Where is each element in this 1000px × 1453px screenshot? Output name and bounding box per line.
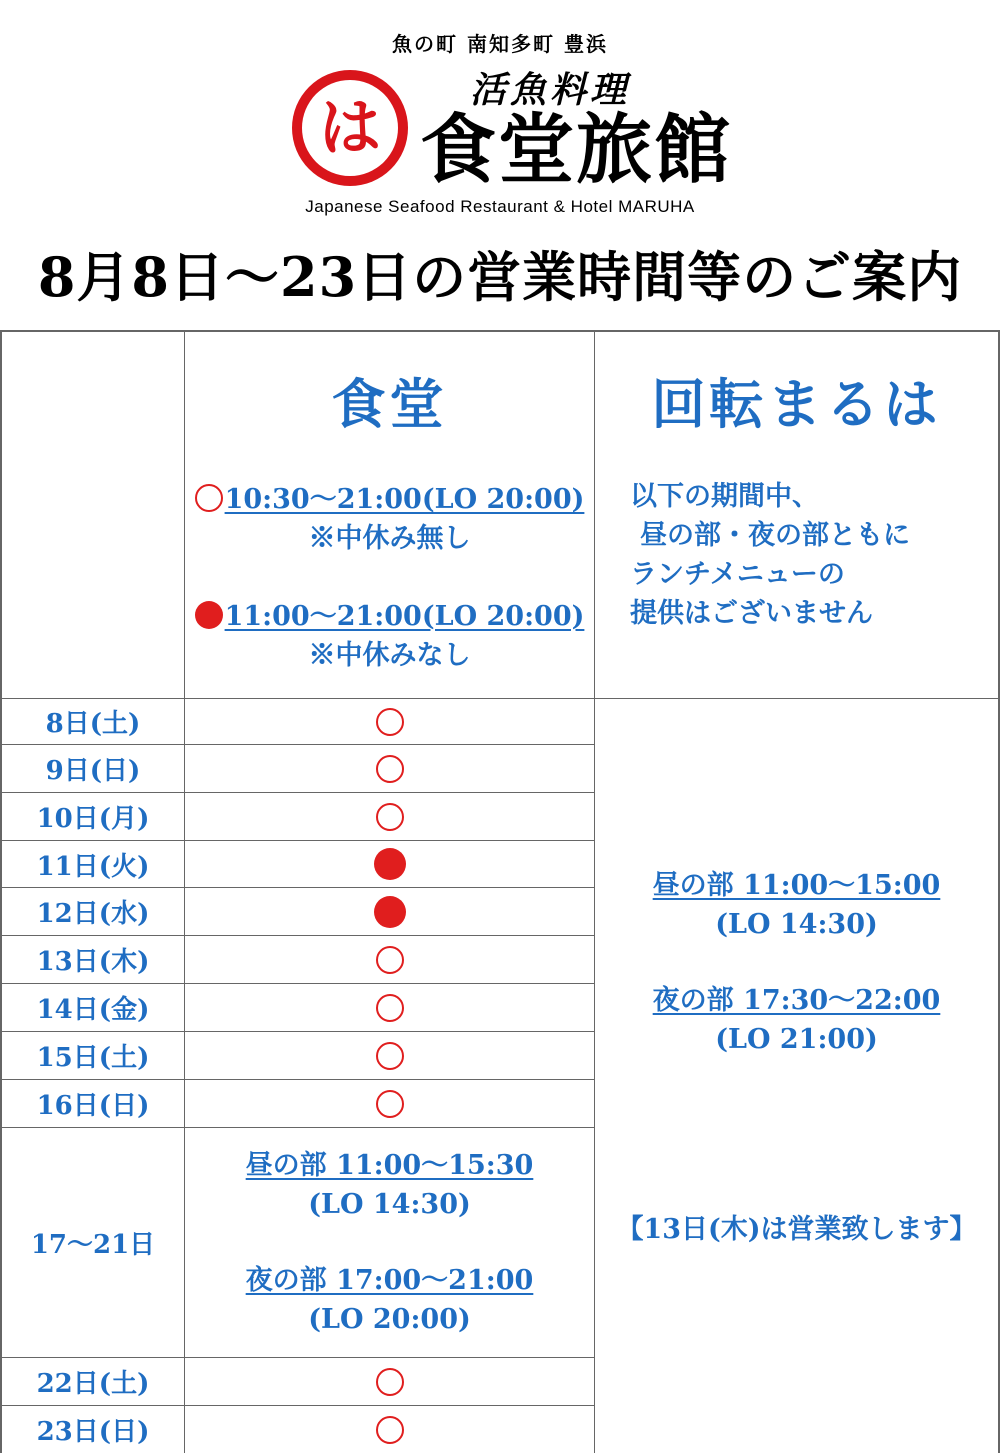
table-border-top: [0, 330, 1000, 332]
special-dinner-lo: (LO 20:00): [308, 1303, 471, 1335]
shokudo-special-hours: [185, 1145, 594, 1340]
filled-hours-text: 11:00～21:00(LO 20:00): [224, 600, 585, 632]
open-hours-line: [195, 480, 585, 519]
shokudo-mark-cell: [185, 888, 594, 935]
logo-subtitle: 活魚料理: [470, 69, 631, 111]
open-circle-icon: [376, 1416, 404, 1444]
open-circle-icon: [376, 803, 404, 831]
header: [0, 0, 1000, 330]
shokudo-mark-cell: [185, 1032, 594, 1079]
special-lunch-lo: (LO 14:30): [308, 1189, 471, 1221]
open-circle-icon: [376, 1090, 404, 1118]
open-circle-icon: [376, 755, 404, 783]
shokudo-mark-cell: [185, 1358, 594, 1405]
kaiten-dinner-lo: (LO 21:00): [715, 1023, 878, 1055]
kaiten-notice-line-2: 昼の部・夜の部ともに: [640, 519, 910, 551]
day-label: 14日(金): [36, 995, 150, 1025]
town-text: 魚の町 南知多町 豊浜: [392, 32, 608, 56]
schedule-table: [0, 330, 1000, 1453]
shokudo-mark-cell: [185, 1080, 594, 1127]
open-circle-icon: [195, 484, 223, 512]
logo-mark: [292, 70, 408, 186]
kaiten-notice-line-4: 提供はございません: [630, 598, 873, 630]
open-circle-icon: [376, 1042, 404, 1070]
day-label: 15日(土): [36, 1043, 150, 1073]
kaiten-notice-line-1: 以下の期間中、: [630, 480, 819, 512]
logo-english: Japanese Seafood Restaurant & Hotel MARUHA: [305, 197, 695, 216]
shokudo-mark-cell: [185, 841, 594, 887]
logo-title: 食堂旅館: [420, 105, 732, 194]
open-circle-icon: [376, 708, 404, 736]
special-lunch-hours: 昼の部 11:00～15:30: [245, 1150, 534, 1182]
open-circle-icon: [376, 1368, 404, 1396]
shokudo-mark-cell: [185, 1406, 594, 1453]
open-circle-icon: [376, 994, 404, 1022]
shokudo-hours-block: [185, 470, 594, 685]
shokudo-mark-cell: [185, 745, 594, 792]
kaiten-notice: [630, 475, 990, 635]
kaiten-lunch-hours: 昼の部 11:00～15:00: [652, 870, 941, 902]
kaiten-lunch-lo: (LO 14:30): [715, 909, 878, 941]
day-label: 17～21日: [30, 1230, 156, 1260]
kaiten-dinner-hours: 夜の部 17:30～22:00: [652, 984, 941, 1016]
special-dinner-hours: 夜の部 17:00～21:00: [245, 1264, 534, 1296]
filled-circle-icon: [374, 896, 406, 928]
open-note: ※中休み無し: [308, 523, 471, 555]
day-label: 10日(月): [36, 804, 150, 834]
day-label: 13日(木): [36, 947, 150, 977]
day-label: 9日(日): [45, 756, 141, 786]
page-title: 8月8日～23日の営業時間等のご案内: [37, 245, 963, 309]
shokudo-mark-cell: [185, 936, 594, 983]
filled-circle-icon: [195, 601, 223, 629]
shokudo-mark-cell: [185, 793, 594, 840]
day-label: 8日(土): [45, 709, 141, 739]
column-header-shokudo: 食堂: [331, 371, 448, 436]
kaiten-notice-line-3: ランチメニューの: [630, 559, 845, 590]
shokudo-mark-cell: [185, 699, 594, 744]
filled-note: ※中休みなし: [308, 639, 471, 671]
logo-mark-char: は: [302, 80, 398, 176]
open-hours-text: 10:30～21:00(LO 20:00): [224, 484, 585, 516]
day-label: 16日(日): [36, 1091, 150, 1121]
filled-hours-line: [195, 597, 585, 636]
column-header-kaiten: 回転まるは: [651, 371, 942, 436]
shokudo-mark-cell: [185, 984, 594, 1031]
filled-circle-icon: [374, 848, 406, 880]
day-label: 22日(土): [36, 1369, 150, 1399]
day-label: 11日(火): [36, 851, 150, 882]
day-label: 12日(水): [36, 899, 150, 929]
kaiten-hours-block: [595, 865, 998, 1060]
day-label: 23日(日): [36, 1417, 150, 1447]
open-circle-icon: [376, 946, 404, 974]
kaiten-open-note: 【13日(木)は営業致します】: [616, 1214, 977, 1246]
